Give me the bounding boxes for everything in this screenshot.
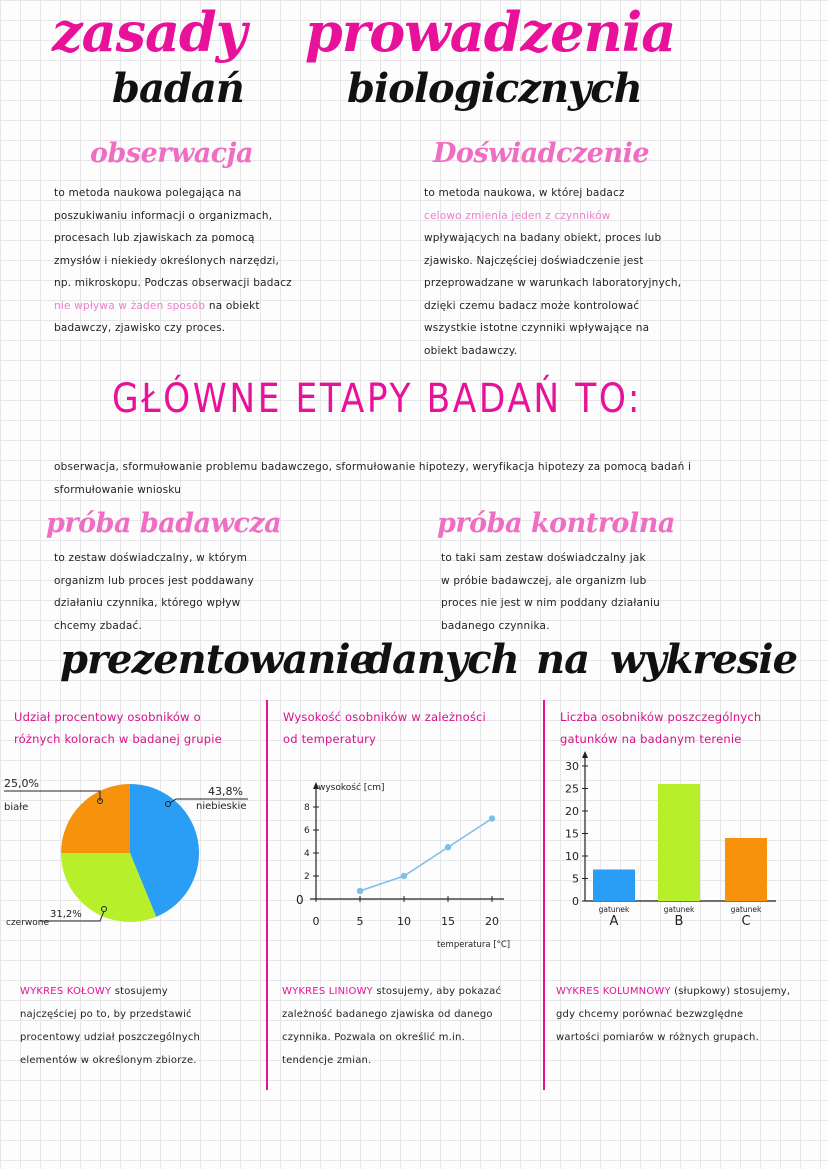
panel-divider (543, 700, 545, 1090)
panel-divider (266, 700, 268, 1090)
experiment-line: wpływających na badany obiekt, proces lub (424, 232, 662, 244)
bar-chart-y-tick-label: 15 (565, 827, 579, 841)
bar-chart-bar (725, 838, 767, 901)
bar-desc-rest: (słupkowy) stosujemy, (670, 986, 791, 997)
line-desc-keyword: WYKRES LINIOWY (282, 986, 373, 997)
research-sample-line: to zestaw doświadczalny, w którym (54, 552, 248, 564)
title-word-badan: badań (112, 65, 244, 112)
bar-chart-y-tick-label: 20 (565, 805, 579, 818)
line-chart-point (489, 815, 495, 821)
line-chart-point (445, 844, 451, 850)
line-chart (272, 770, 540, 955)
pie-desc-line: procentowy udział poszczególnych (20, 1032, 201, 1043)
research-sample-heading: próba badawcza (46, 508, 282, 539)
control-sample-line: proces nie jest w nim poddany działaniu (441, 597, 660, 609)
pie-desc-line: najczęściej po to, by przedstawić (20, 1009, 192, 1020)
pie-label-white-name: białe (4, 802, 29, 813)
line-desc-rest: stosujemy, aby pokazać (372, 986, 502, 997)
charts-heading-word-3: na (536, 636, 589, 683)
stages-text (54, 456, 794, 501)
pie-desc-keyword: WYKRES KOŁOWY (20, 986, 112, 997)
bar-chart-bar (658, 784, 700, 901)
research-sample-line: organizm lub proces jest poddawany (54, 574, 254, 587)
bar-chart-y-tick-label: 30 (565, 760, 579, 773)
line-desc-line: czynnika. Pozwala on określić m.in. (282, 1032, 465, 1043)
research-sample-line: działaniu czynnika, którego wpływ (54, 597, 241, 609)
stages-line: obserwacja, sformułowanie problemu badawczego, sformułowanie hipotezy, weryfikacja hipotezy za pomocą badań i (54, 461, 692, 473)
charts-heading-word-4: wykresie (610, 636, 798, 683)
pie-desc-line (20, 980, 265, 1003)
observation-pink-phrase: nie wpływa w żaden sposób (54, 299, 206, 312)
bar-chart-title (560, 706, 825, 750)
bar-chart-y-tick-label: 5 (572, 872, 579, 886)
observation-line: np. mikroskopu. Podczas obserwacji badacz (54, 277, 292, 289)
experiment-line: przeprowadzane w warunkach laboratoryjnych, (424, 277, 682, 289)
control-sample-line: badanego czynnika. (441, 619, 550, 632)
line-chart-y-tick-label: 0 (296, 893, 304, 907)
line-chart-ylabel: wysokość [cm] (318, 783, 385, 793)
bar-chart-category-label: gatunek (663, 905, 695, 914)
pie-chart (0, 765, 265, 940)
line-chart-y-tick-label: 2 (304, 872, 310, 882)
bar-chart-category-letter: B (674, 914, 684, 929)
control-sample-line: to taki sam zestaw doświadczalny jak (441, 552, 646, 564)
control-sample-line: w próbie badawczej, ale organizm lub (441, 574, 647, 587)
experiment-line: obiekt badawczy. (424, 344, 518, 357)
pie-title-line: różnych kolorach w badanej grupie (14, 732, 222, 746)
research-sample-line: chcemy zbadać. (54, 619, 143, 632)
charts-heading-word-2: danych (365, 636, 519, 683)
pie-slice (61, 784, 130, 853)
line-desc-line: tendencje zmian. (282, 1055, 372, 1066)
experiment-line: to metoda naukowa, w której badacz (424, 187, 625, 199)
pie-label-red-value: 31,2% (50, 909, 82, 920)
line-chart-x-tick-label: 15 (441, 915, 455, 928)
line-chart-x-tick-label: 0 (312, 915, 320, 928)
line-chart-y-tick-label: 8 (304, 803, 310, 813)
line-chart-x-tick-label: 10 (397, 915, 411, 928)
bar-chart-y-arrow (582, 751, 588, 758)
observation-line: poszukiwaniu informacji o organizmach, (54, 209, 273, 222)
bar-title-line: gatunków na badanym terenie (560, 732, 742, 746)
bar-chart-y-tick-label: 10 (565, 850, 579, 863)
line-chart-point (401, 873, 407, 879)
line-chart-xlabel: temperatura [°C] (437, 940, 511, 950)
observation-line-rest: na obiekt (205, 299, 260, 312)
bar-description (556, 980, 826, 1049)
stages-heading: GŁÓWNE ETAPY BADAŃ TO: (112, 376, 643, 422)
observation-text (54, 182, 384, 340)
observation-line: to metoda naukowa polegająca na (54, 187, 242, 199)
pie-label-white-value: 25,0% (4, 777, 39, 790)
experiment-pink-phrase: celowo zmienia jeden z czynników (424, 209, 611, 222)
pie-desc-line: elementów w określonym zbiorze. (20, 1055, 197, 1066)
research-sample-text (54, 547, 354, 637)
charts-heading-word-1: prezentowanie (60, 636, 374, 683)
pie-title-line: Udział procentowy osobników o (14, 710, 201, 724)
line-title-line: od temperatury (283, 732, 377, 746)
bar-desc-line: gdy chcemy porównać bezwzględne (556, 1009, 744, 1020)
line-desc-line (282, 980, 540, 1003)
bar-desc-line (556, 980, 826, 1003)
stages-line: sformułowanie wniosku (54, 483, 182, 496)
experiment-line: wszystkie istotne czynniki wpływające na (424, 322, 650, 334)
line-description (282, 980, 540, 1072)
experiment-line: dzięki czemu badacz może kontrolować (424, 299, 640, 312)
bar-chart-bar (593, 870, 635, 902)
experiment-line: zjawisko. Najczęściej doświadczenie jest (424, 254, 644, 267)
bar-chart-category-letter: A (609, 914, 619, 929)
line-chart-x-tick-label: 5 (356, 915, 364, 928)
bar-chart-category-label: gatunek (598, 905, 630, 914)
line-desc-line: zależność badanego zjawiska od danego (282, 1009, 493, 1020)
observation-line: badawczy, zjawisko czy proces. (54, 322, 226, 334)
bar-desc-line: wartości pomiarów w różnych grupach. (556, 1032, 759, 1043)
experiment-heading: Doświadczenie (433, 138, 650, 169)
line-chart-point (357, 888, 363, 894)
pie-desc-rest: stosujemy (111, 986, 168, 997)
observation-line (54, 295, 384, 318)
bar-chart-category-label: gatunek (730, 905, 762, 914)
bar-title-line: Liczba osobników poszczególnych (560, 710, 762, 724)
line-chart-x-tick-label: 20 (485, 915, 499, 928)
line-chart-y-tick-label: 4 (304, 849, 310, 859)
line-chart-y-tick-label: 6 (304, 826, 310, 836)
line-title-line: Wysokość osobników w zależności (283, 710, 486, 724)
bar-chart-y-tick-label: 25 (565, 782, 579, 796)
pie-chart-title (14, 706, 264, 750)
title-word-zasady: zasady (52, 0, 247, 64)
line-chart-title (283, 706, 541, 750)
line-chart-series (360, 819, 492, 891)
pie-label-blue-name: niebieskie (196, 801, 247, 812)
experiment-text (424, 182, 754, 362)
control-sample-heading: próba kontrolna (437, 508, 675, 539)
observation-heading: obserwacja (90, 138, 253, 169)
pie-description (20, 980, 265, 1072)
observation-line: procesach lub zjawiskach za pomocą (54, 232, 255, 244)
title-word-prowadzenia: prowadzenia (305, 0, 676, 64)
pie-label-blue-value: 43,8% (208, 785, 243, 798)
bar-chart (548, 745, 823, 935)
observation-line: zmysłów i niekiedy określonych narzędzi, (54, 254, 280, 267)
bar-chart-category-letter: C (741, 914, 751, 929)
bar-desc-keyword: WYKRES KOLUMNOWY (556, 986, 671, 997)
control-sample-text (441, 547, 761, 637)
pie-label-red-name: czerwone (6, 918, 50, 928)
title-word-biologicznych: biologicznych (347, 65, 642, 112)
bar-chart-y-tick-label: 0 (572, 895, 579, 908)
